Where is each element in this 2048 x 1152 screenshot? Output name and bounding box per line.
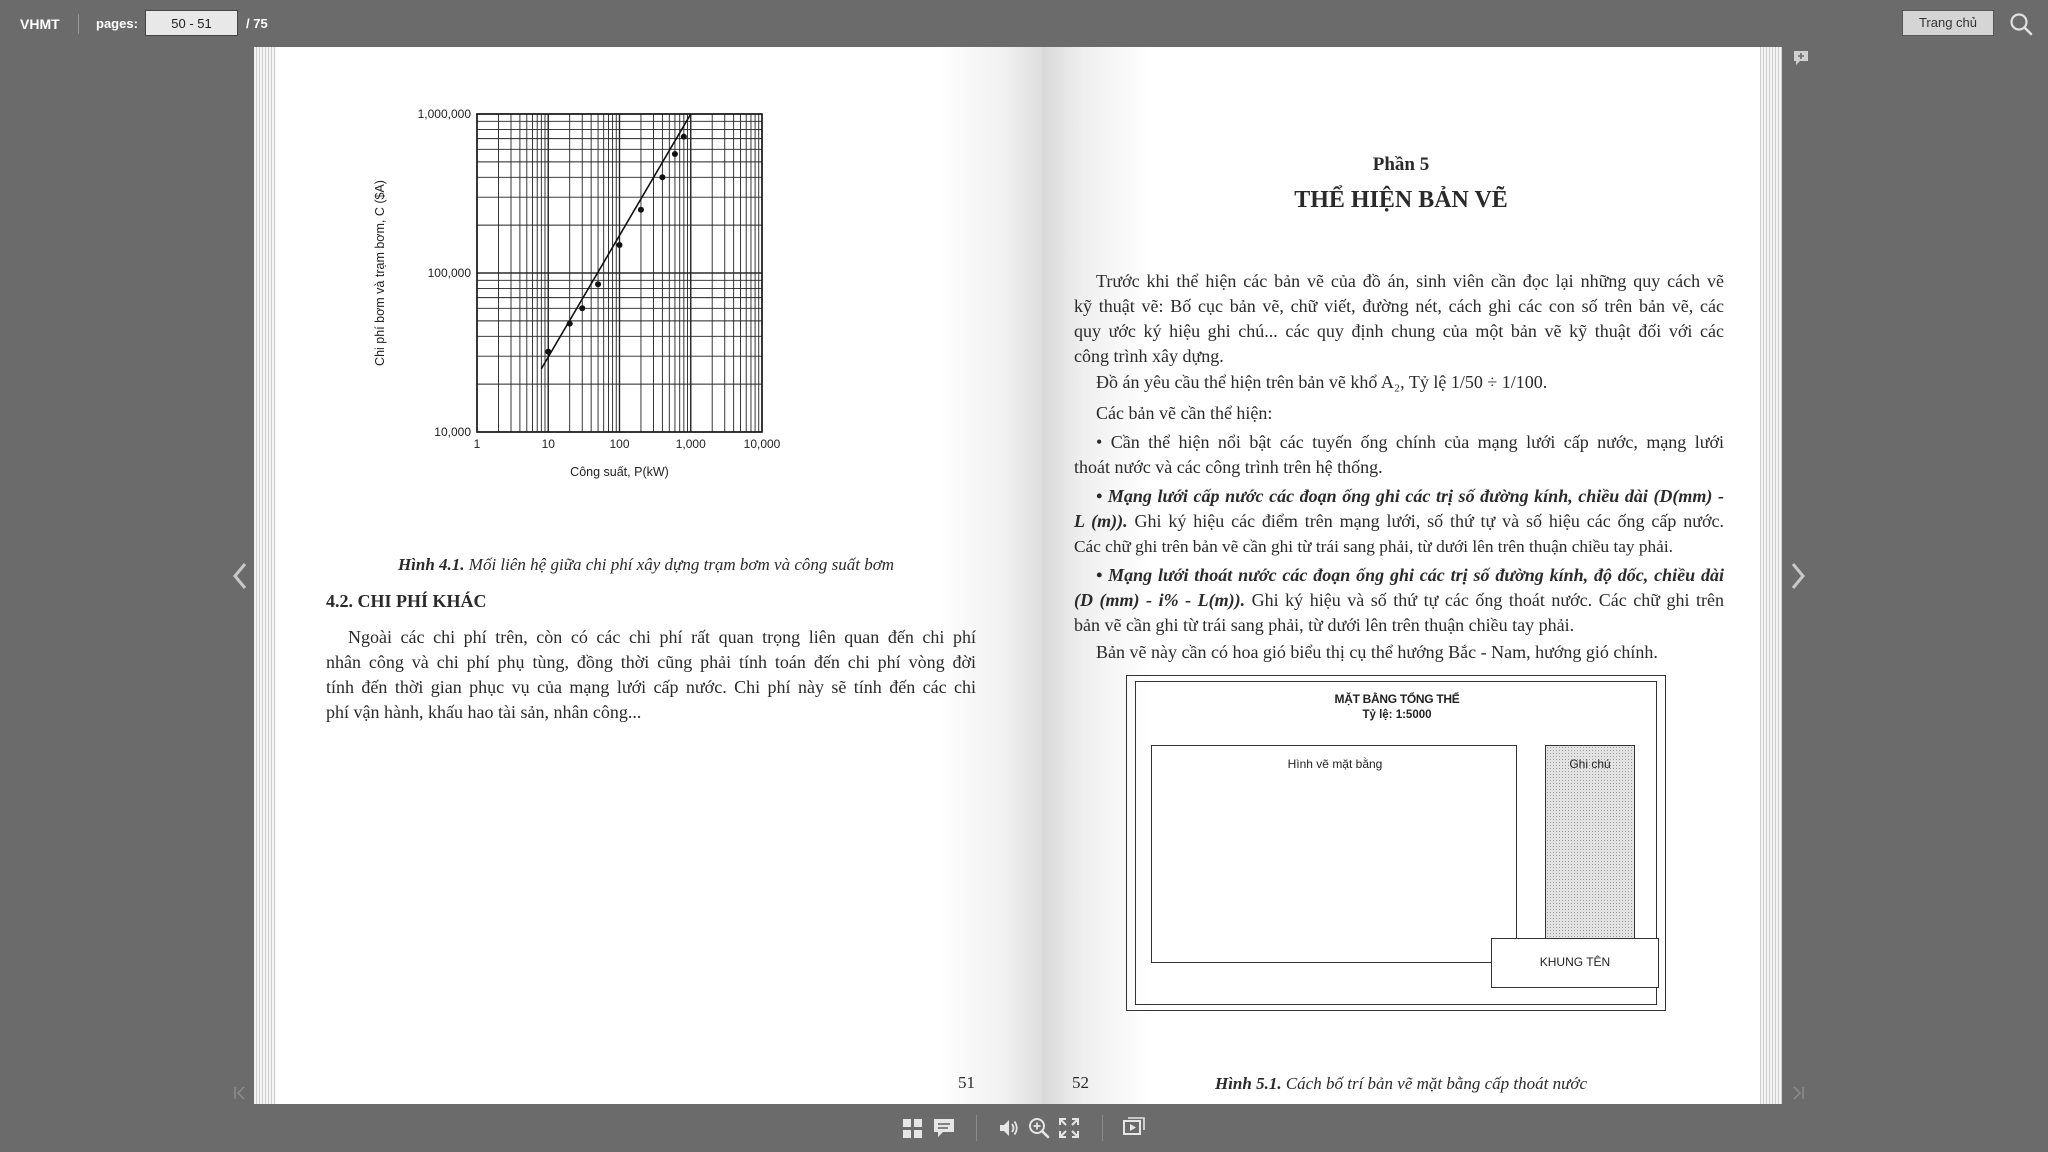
right-page[interactable] <box>1042 47 1760 1104</box>
caption-text: Mối liên hệ giữa chi phí xây dựng trạm bơm và công suất bơm <box>468 555 895 574</box>
other-costs-paragraph <box>326 625 976 725</box>
toolbar-divider <box>1102 1115 1103 1141</box>
data-point <box>567 321 573 327</box>
text-line: công trình xây dựng. <box>1074 346 1224 366</box>
first-page-icon[interactable] <box>232 1085 248 1101</box>
y-axis-label: Chi phí bơm và trạm bơm, C ($A) <box>373 180 387 366</box>
text-line: Các bản vẽ cần thể hiện: <box>1096 403 1273 423</box>
toolbar-divider <box>78 14 79 34</box>
x-tick-label: 10 <box>541 437 555 451</box>
data-point <box>545 349 551 355</box>
title-block-box <box>1491 938 1659 988</box>
page-number-input[interactable] <box>145 10 238 36</box>
text-line: Các chữ ghi trên bản vẽ cần ghi từ trái sang phải, từ dưới lên trên thuận chiều tay phải. <box>1074 537 1673 556</box>
bold-italic-text: • Mạng lưới thoát nước các đoạn ống ghi các trị số đường kính, độ dốc, chiều dài <box>1096 565 1724 585</box>
text-line: Trước khi thể hiện các bản vẽ của đồ án, sinh viên cần đọc lại những quy cách vẽ <box>1096 271 1724 291</box>
bold-italic-text: L (m)). <box>1074 511 1128 531</box>
plan-area-box <box>1151 745 1517 963</box>
plain-text: Ghi ký hiệu các điểm trên mạng lưới, số thứ tự và số hiệu các ống cấp nước. <box>1134 511 1724 531</box>
data-point <box>579 305 585 311</box>
text-line: bản vẽ cần ghi từ trái sang phải, từ dưới lên trên thuận chiều tay phải. <box>1074 615 1575 635</box>
data-point <box>681 134 687 140</box>
title-block-label: KHUNG TÊN <box>1539 955 1611 969</box>
book-page-stack-left <box>254 47 276 1104</box>
brand-logo[interactable]: VHMT <box>20 16 60 32</box>
zoom-in-icon[interactable] <box>1027 1116 1051 1140</box>
pages-label: pages: <box>96 16 138 31</box>
y-tick-label: 10,000 <box>434 425 471 439</box>
notes-label: Ghi chú <box>1569 757 1611 771</box>
text-line <box>1074 563 1724 588</box>
text-line: quy ước ký hiệu ghi chú... các quy định chung của một bản vẽ kỹ thuật đối với các <box>1074 321 1724 341</box>
data-point <box>617 242 623 248</box>
paragraph-line: nhân công và chi phí phụ tùng, đồng thời cũng phải tính toán đến chi phí vòng đời <box>326 652 976 672</box>
last-page-icon[interactable] <box>1790 1085 1806 1101</box>
plain-text: Ghi ký hiệu và số thứ tự các ống thoát nước. Các chữ ghi trên <box>1251 590 1725 610</box>
toolbar-divider <box>976 1115 977 1141</box>
text-line: Bản vẽ này cần có hoa gió biểu thị cụ thể hướng Bắc - Nam, hướng gió chính. <box>1096 642 1658 662</box>
y-tick-label: 100,000 <box>427 266 471 280</box>
search-icon[interactable] <box>2008 11 2034 37</box>
text-line: Đồ án yêu cầu thể hiện trên bản vẽ khổ A₂, Tỷ lệ 1/50 ÷ 1/100. <box>1096 372 1548 392</box>
slideshow-icon[interactable] <box>1122 1116 1146 1140</box>
page-total: / 75 <box>246 16 268 31</box>
diagram-scale: Tỷ lệ: 1:5000 <box>1362 709 1432 721</box>
paragraph-line: Ngoài các chi phí trên, còn có các chi phí rất quan trọng liên quan đến chi phí <box>348 627 976 647</box>
figure-5-1-caption <box>1042 1074 1760 1094</box>
text-line <box>1074 509 1724 534</box>
notes-box <box>1545 745 1635 947</box>
caption-text: Cách bố trí bản vẽ mặt bằng cấp thoát nước <box>1285 1074 1588 1093</box>
layout-diagram <box>1126 675 1666 1011</box>
data-point <box>638 207 644 213</box>
diagram-title: MẶT BẰNG TỔNG THỂ <box>1334 692 1460 706</box>
text-line: thoát nước và các công trình trên hệ thống. <box>1074 457 1383 477</box>
text-line <box>1074 588 1724 613</box>
caption-number: Hình 5.1. <box>1214 1074 1282 1093</box>
page-number: 52 <box>1072 1073 1089 1092</box>
section-heading: 4.2. CHI PHÍ KHÁC <box>326 591 487 611</box>
sound-icon[interactable] <box>997 1116 1021 1140</box>
bold-italic-text: • Mạng lưới cấp nước các đoạn ống ghi các trị số đường kính, chiều dài (D(mm) - <box>1096 486 1724 506</box>
figure-4-1-caption <box>276 555 1016 575</box>
bold-italic-text: (D (mm) - i% - L(m)). <box>1074 590 1246 610</box>
y-tick-label: 1,000,000 <box>417 107 471 121</box>
x-tick-label: 10,000 <box>743 437 781 451</box>
paragraph-line: tính đến thời gian phục vụ của mạng lưới cấp nước. Chi phí này sẽ tính đến các chi <box>326 677 976 697</box>
drawing-guidelines-text <box>1074 269 1724 665</box>
prev-page-icon[interactable] <box>228 556 252 596</box>
x-axis-label: Công suất, P(kW) <box>570 465 669 479</box>
page-number: 51 <box>958 1073 975 1092</box>
comment-icon[interactable] <box>932 1116 956 1140</box>
part-label: Phần 5 <box>1372 154 1430 175</box>
power-cost-chart <box>364 94 784 494</box>
data-point <box>659 174 665 180</box>
top-toolbar <box>0 0 2048 48</box>
caption-number: Hình 4.1. <box>397 555 465 574</box>
paragraph-line: phí vận hành, khấu hao tài sản, nhân công... <box>326 702 642 722</box>
part-title: THỂ HIỆN BẢN VẼ <box>1294 187 1508 213</box>
left-page[interactable] <box>276 47 1042 1104</box>
x-tick-label: 100 <box>609 437 630 451</box>
next-page-icon[interactable] <box>1786 556 1810 596</box>
text-line <box>1074 484 1724 509</box>
text-line: • Cần thể hiện nổi bật các tuyến ống chính của mạng lưới cấp nước, mạng lưới <box>1096 432 1724 452</box>
x-tick-label: 1,000 <box>675 437 706 451</box>
bookmark-icon[interactable] <box>1792 49 1810 67</box>
thumbnails-icon[interactable] <box>901 1116 925 1140</box>
bottom-toolbar <box>0 1104 2048 1152</box>
fullscreen-icon[interactable] <box>1057 1116 1081 1140</box>
x-tick-label: 1 <box>473 437 481 451</box>
data-point <box>595 281 601 287</box>
home-button[interactable]: Trang chủ <box>1902 10 1994 36</box>
text-line: kỹ thuật vẽ: Bố cục bản vẽ, chữ viết, đường nét, cách ghi các con số trên bản vẽ, các <box>1074 296 1724 316</box>
book-page-stack-right <box>1760 47 1782 1104</box>
data-point <box>672 151 678 157</box>
plan-area-label: Hình vẽ mặt bằng <box>1287 757 1383 771</box>
